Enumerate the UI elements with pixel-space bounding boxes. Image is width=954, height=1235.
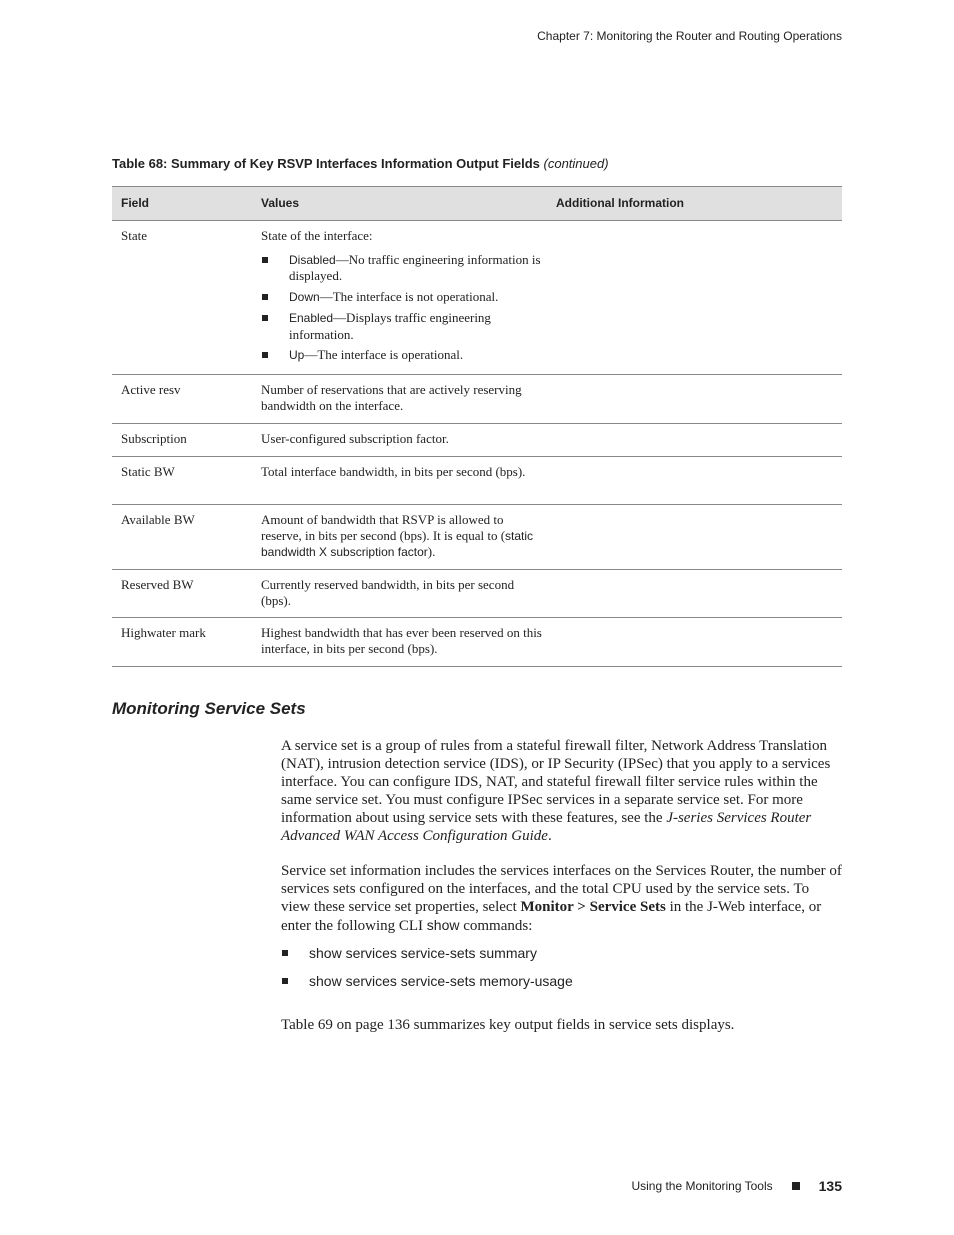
list-item: Enabled—Displays traffic engineering information.	[261, 310, 543, 342]
column-header-values: Values	[261, 196, 300, 210]
list-item: Up—The interface is operational.	[261, 347, 543, 364]
guide-title: J-series Services Router Advanced WAN Access Configuration Guide	[281, 810, 812, 844]
page-footer	[631, 1178, 842, 1194]
table-caption-title: Table 68: Summary of Key RSVP Interfaces Information Output Fields	[112, 156, 540, 171]
menu-path: Monitor > Service Sets	[520, 899, 666, 915]
field-cell: State	[121, 228, 147, 243]
column-header-additional: Additional Information	[556, 196, 684, 210]
field-cell: Static BW	[121, 464, 175, 479]
table-caption-suffix: (continued)	[543, 156, 609, 171]
formula-code: static bandwidth X subscription factor	[261, 528, 534, 559]
rsvp-fields-table	[112, 186, 842, 667]
value-cell	[261, 221, 543, 364]
table-row	[112, 457, 842, 505]
value-cell: Amount of bandwidth that RSVP is allowed to reserve, in bits per second (bps). It is equal to (static bandwidth X subscription factor).	[261, 512, 534, 559]
value-cell: User-configured subscription factor.	[261, 431, 449, 446]
paragraph-reference: Table 69 on page 136 summarizes key output fields in service sets displays.	[281, 1017, 735, 1033]
table-header	[112, 186, 842, 221]
page-number: 135	[818, 1178, 842, 1194]
list-item: Down—The interface is not operational.	[261, 289, 543, 306]
column-header-field: Field	[121, 196, 150, 210]
table-row	[112, 618, 842, 667]
value-cell: Number of reservations that are actively reserving bandwidth on the interface.	[261, 382, 522, 413]
table-row	[112, 505, 842, 570]
running-header: Chapter 7: Monitoring the Router and Routing Operations	[537, 29, 842, 43]
state-list	[261, 252, 543, 364]
table-row	[112, 424, 842, 457]
table-row-state	[112, 221, 842, 375]
footer-section: Using the Monitoring Tools	[631, 1179, 773, 1193]
value-cell: Total interface bandwidth, in bits per second (bps).	[261, 464, 526, 479]
field-cell: Subscription	[121, 431, 187, 446]
table-row	[112, 375, 842, 424]
cli-keyword: show	[426, 917, 460, 933]
paragraph-intro: A service set is a group of rules from a stateful firewall filter, Network Address Translation (NAT), intrusion detection service (IDS), or IP Security (IPSec) that you apply to a services interface. You can configure IDS, NAT, and stateful firewall filter service rules within the same service set. You must configure IPSec services in a separate service set. For more information about using service sets with these features, see the J-series Services Router Advanced WAN Access Configuration Guide.	[281, 738, 831, 844]
paragraph-details: Service set information includes the services interfaces on the Services Router, the number of services sets configured on the interfaces, and the total CPU used by the service sets. To view these service set properties, select Monitor > Service Sets in the J-Web interface, or enter the following CLI show commands:	[281, 863, 842, 934]
list-item: show services service-sets summary	[281, 944, 573, 972]
table-caption	[112, 156, 609, 171]
value-cell: Currently reserved bandwidth, in bits per second (bps).	[261, 577, 515, 608]
field-cell: Available BW	[121, 512, 195, 527]
value-cell: Highest bandwidth that has ever been reserved on this interface, in bits per second (bps).	[261, 625, 542, 656]
field-cell: Reserved BW	[121, 577, 194, 592]
field-cell: Active resv	[121, 382, 181, 397]
square-bullet-icon	[792, 1182, 800, 1190]
field-cell: Highwater mark	[121, 625, 206, 640]
list-item: show services service-sets memory-usage	[281, 972, 573, 1000]
list-item: Disabled—No traffic engineering information is displayed.	[261, 252, 543, 284]
section-heading: Monitoring Service Sets	[112, 699, 306, 718]
cli-command-list	[281, 944, 573, 1000]
state-intro: State of the interface:	[261, 228, 373, 243]
table-row	[112, 570, 842, 618]
